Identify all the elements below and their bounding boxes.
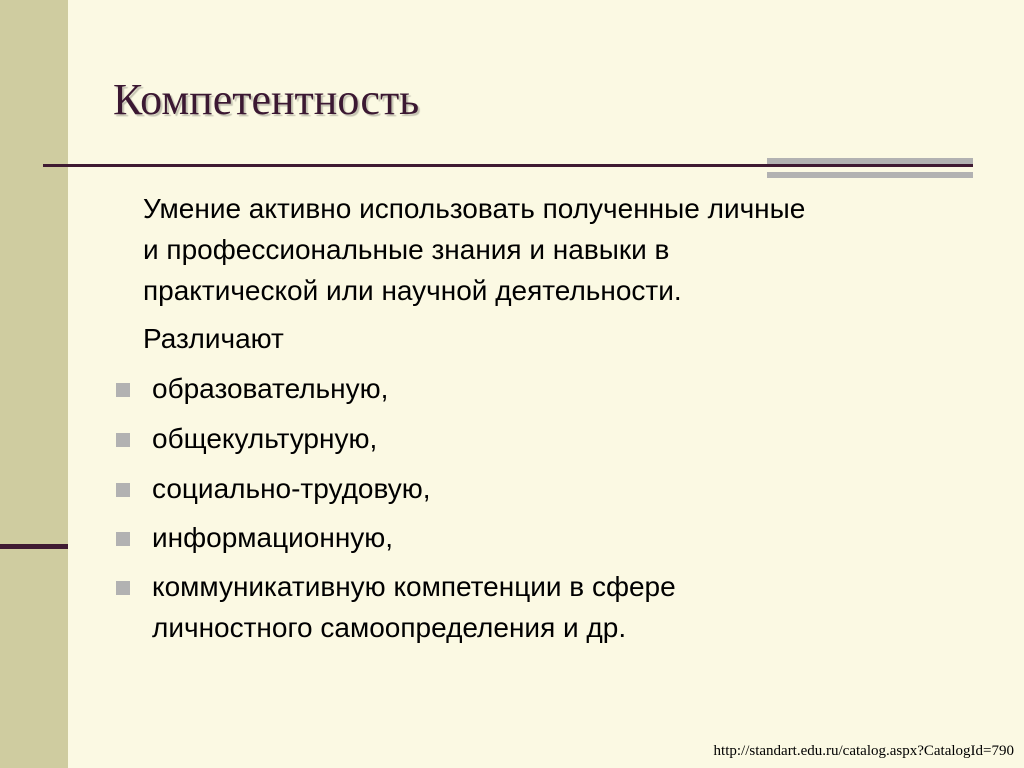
source-link[interactable]: http://standart.edu.ru/catalog.aspx?CatalogId=790 bbox=[713, 743, 1014, 759]
list-item-text: информационную, bbox=[152, 522, 394, 553]
title-accent-bar-bottom bbox=[767, 172, 973, 178]
definition-line-1: Умение активно использовать полученные личные bbox=[143, 193, 806, 224]
square-bullet-icon bbox=[116, 383, 130, 397]
square-bullet-icon bbox=[116, 433, 130, 447]
square-bullet-icon bbox=[116, 483, 130, 497]
left-decorative-band bbox=[0, 0, 68, 768]
list-item-text-line-1: коммуникативную компетенции в сфере bbox=[152, 571, 676, 602]
list-item-text: образовательную, bbox=[152, 373, 389, 404]
left-band-divider bbox=[0, 544, 68, 549]
square-bullet-icon bbox=[116, 581, 130, 595]
list-item-text: общекультурную, bbox=[152, 423, 378, 454]
distinguish-label: Различают bbox=[143, 323, 284, 354]
title-underline bbox=[43, 164, 973, 167]
square-bullet-icon bbox=[116, 532, 130, 546]
definition-line-3: практической или научной деятельности. bbox=[143, 275, 682, 306]
title-accent-bar-top bbox=[767, 158, 973, 164]
definition-line-2: и профессиональные знания и навыки в bbox=[143, 234, 670, 265]
list-item-text: социально-трудовую, bbox=[152, 473, 431, 504]
list-item-text-line-2: личностного самоопределения и др. bbox=[152, 612, 627, 643]
slide-title: Компетентность bbox=[113, 75, 420, 124]
